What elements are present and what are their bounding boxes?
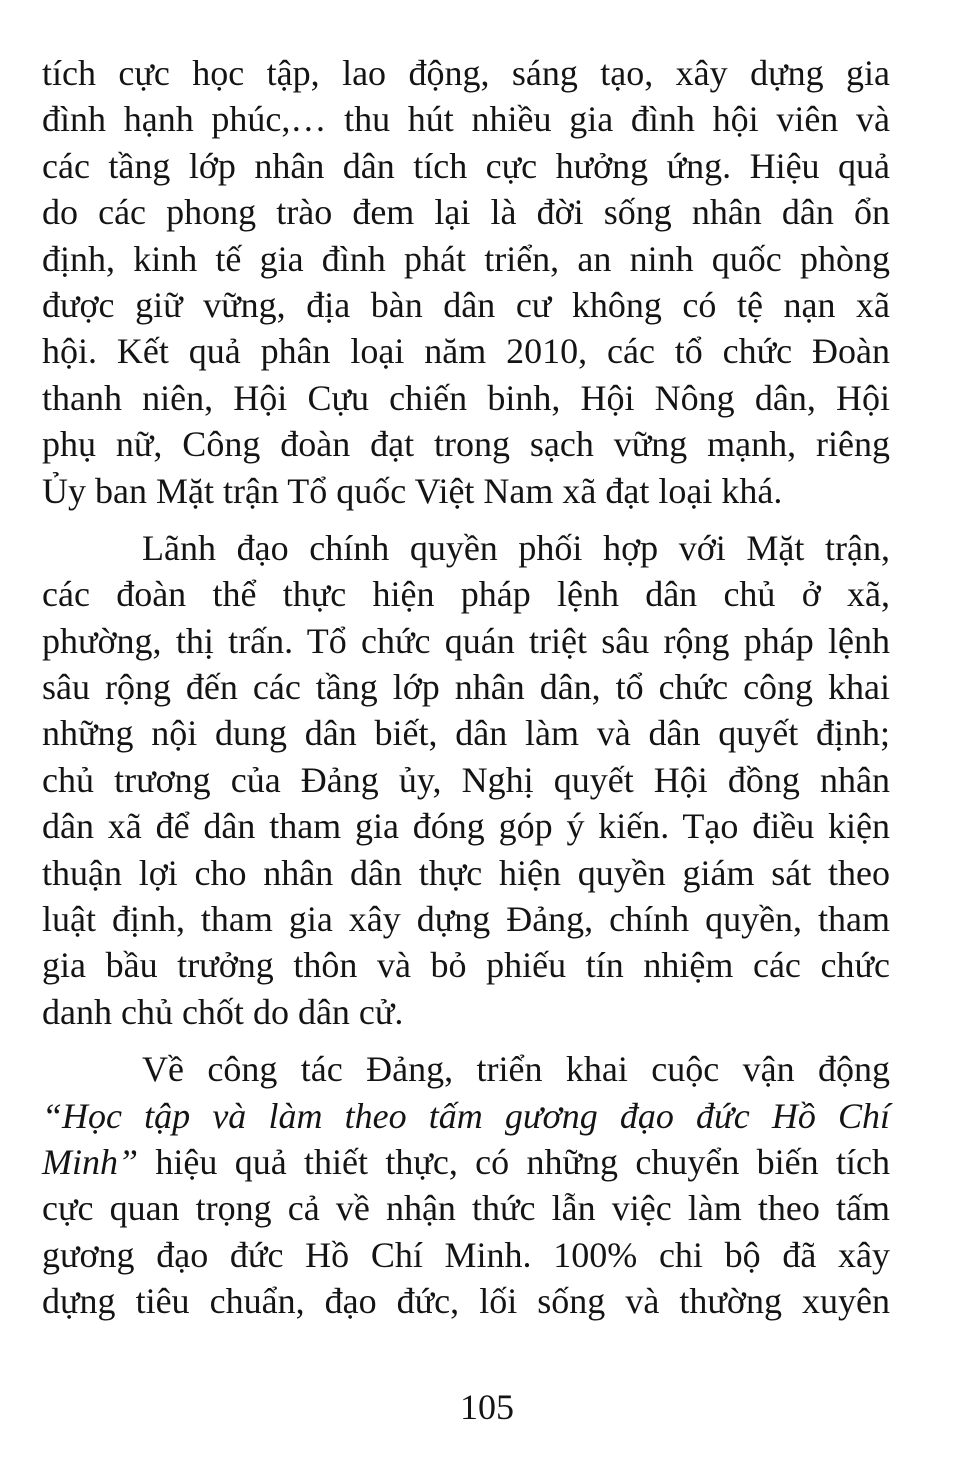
text-line: dân xã để dân tham gia đóng góp ý kiến. Tạo điều kiện [42,806,890,847]
text-line: gia bầu trưởng thôn và bỏ phiếu tín nhiệm các chức [42,945,890,986]
body-text [42,50,890,1325]
text-line: chủ trương của Đảng ủy, Nghị quyết Hội đồng nhân [42,759,890,800]
paragraph-2 [42,525,890,1035]
text-line: thuận lợi cho nhân dân thực hiện quyền giám sát theo [42,852,890,893]
text-line: do các phong trào đem lại là đời sống nhân dân ổn [42,192,890,233]
text-line: các đoàn thể thực hiện pháp lệnh dân chủ ở xã, [42,574,890,615]
text-line: sâu rộng đến các tầng lớp nhân dân, tổ chức công khai [42,667,890,708]
text-line: Lãnh đạo chính quyền phối hợp với Mặt trận, [142,527,890,568]
text-line-mixed [42,1139,890,1185]
italic-quote-end: Minh” [42,1141,139,1182]
text-line: danh chủ chốt do dân cử. [42,991,404,1032]
text-line: những nội dung dân biết, dân làm và dân quyết định; [42,713,890,754]
paragraph-1 [42,50,890,514]
text-line: định, kinh tế gia đình phát triển, an ninh quốc phòng [42,238,890,279]
text-line: Về công tác Đảng, triển khai cuộc vận động [142,1049,890,1090]
text-line: phụ nữ, Công đoàn đạt trong sạch vững mạnh, riêng [42,424,890,465]
text-line: luật định, tham gia xây dựng Đảng, chính quyền, tham [42,899,890,940]
page-number: 105 [460,1387,514,1427]
text-line: gương đạo đức Hồ Chí Minh. 100% chi bộ đã xây [42,1234,890,1275]
text-line: đình hạnh phúc,… thu hút nhiều gia đình hội viên và [42,99,890,140]
text-line: dựng tiêu chuẩn, đạo đức, lối sống và thường xuyên [42,1281,890,1322]
text-line: thanh niên, Hội Cựu chiến binh, Hội Nông dân, Hội [42,377,890,418]
text-line: hội. Kết quả phân loại năm 2010, các tổ chức Đoàn [42,331,890,372]
text-line: các tầng lớp nhân dân tích cực hưởng ứng. Hiệu quả [42,145,890,186]
text-line-italic-quote: “Học tập và làm theo tấm gương đạo đức Hồ Chí [42,1095,890,1136]
paragraph-3 [42,1046,890,1324]
text-line: cực quan trọng cả về nhận thức lẫn việc làm theo tấm [42,1188,890,1229]
text-line: Ủy ban Mặt trận Tổ quốc Việt Nam xã đạt loại khá. [42,470,783,511]
text-line: phường, thị trấn. Tổ chức quán triệt sâu rộng pháp lệnh [42,620,890,661]
text-line: được giữ vững, địa bàn dân cư không có tệ nạn xã [42,284,890,325]
text-line: tích cực học tập, lao động, sáng tạo, xây dựng gia [42,53,890,93]
text-segment: hiệu quả thiết thực, có những chuyển biến tích [138,1141,890,1182]
